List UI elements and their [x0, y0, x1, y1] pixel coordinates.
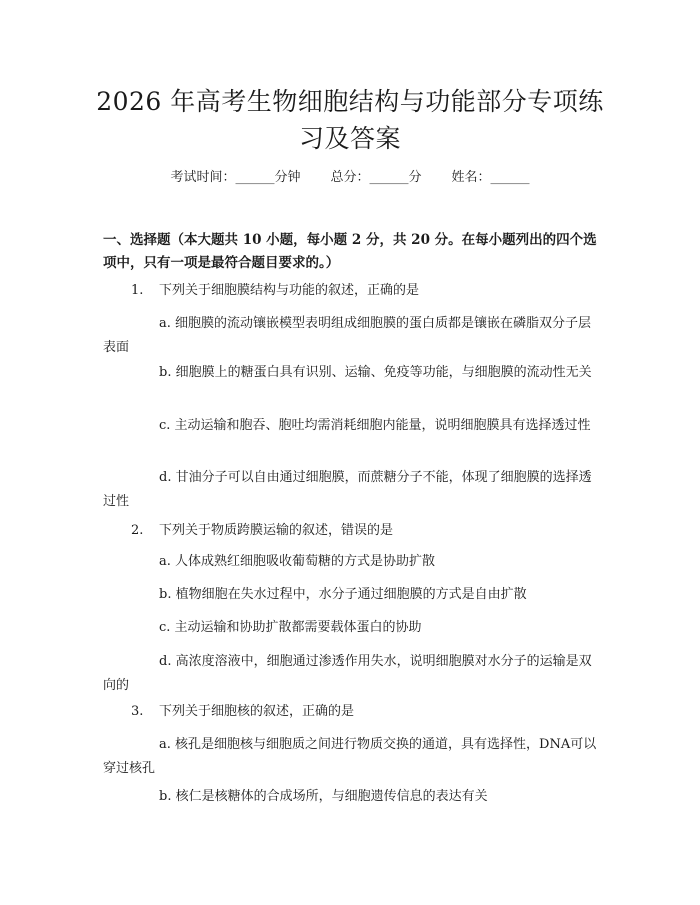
answer-option: a. 核孔是细胞核与细胞质之间进行物质交换的通道，具有选择性，DNA可以穿过核孔	[103, 737, 597, 776]
total-score-label: 总分：______分	[330, 170, 422, 185]
question-number: 3.	[131, 704, 144, 719]
question-stem	[103, 519, 601, 543]
answer-option: d. 高浓度溶液中，细胞通过渗透作用失水，说明细胞膜对水分子的运输是双向的	[103, 654, 592, 693]
answer-option: c. 主动运输和协助扩散都需要载体蛋白的协助	[159, 620, 422, 635]
name-label: 姓名：______	[451, 170, 530, 185]
question-text: 下列关于细胞核的叙述，正确的是	[159, 704, 355, 719]
answer-option: a. 人体成熟红细胞吸收葡萄糖的方式是协助扩散	[159, 554, 436, 569]
question-stem	[103, 700, 601, 724]
question-stem	[103, 279, 601, 303]
answer-option: b. 核仁是核糖体的合成场所，与细胞遗传信息的表达有关	[159, 789, 488, 804]
answer-option: c. 主动运输和胞吞、胞吐均需消耗细胞内能量，说明细胞膜具有选择透过性	[159, 418, 591, 433]
answer-option: b. 细胞膜上的糖蛋白具有识别、运输、免疫等功能，与细胞膜的流动性无关	[159, 365, 592, 380]
question-text: 下列关于物质跨膜运输的叙述，错误的是	[159, 523, 394, 538]
exam-info-line	[0, 169, 700, 187]
answer-option: d. 甘油分子可以自由通过细胞膜，而蔗糖分子不能，体现了细胞膜的选择透过性	[103, 470, 592, 509]
exam-time-label: 考试时间：______分钟	[170, 170, 301, 185]
answer-option: a. 细胞膜的流动镶嵌模型表明组成细胞膜的蛋白质都是镶嵌在磷脂双分子层表面	[103, 316, 592, 355]
question-number: 1.	[131, 283, 144, 298]
answer-option: b. 植物细胞在失水过程中，水分子通过细胞膜的方式是自由扩散	[159, 587, 527, 602]
question-text: 下列关于细胞膜结构与功能的叙述，正确的是	[159, 283, 420, 298]
document-title: 2026 年高考生物细胞结构与功能部分专项练习及答案	[96, 87, 604, 153]
question-number: 2.	[131, 523, 144, 538]
section-heading: 一、选择题（本大题共 10 小题，每小题 2 分，共 20 分。在每小题列出的四个选项中，只有一项是最符合题目要求的。）	[103, 232, 597, 271]
